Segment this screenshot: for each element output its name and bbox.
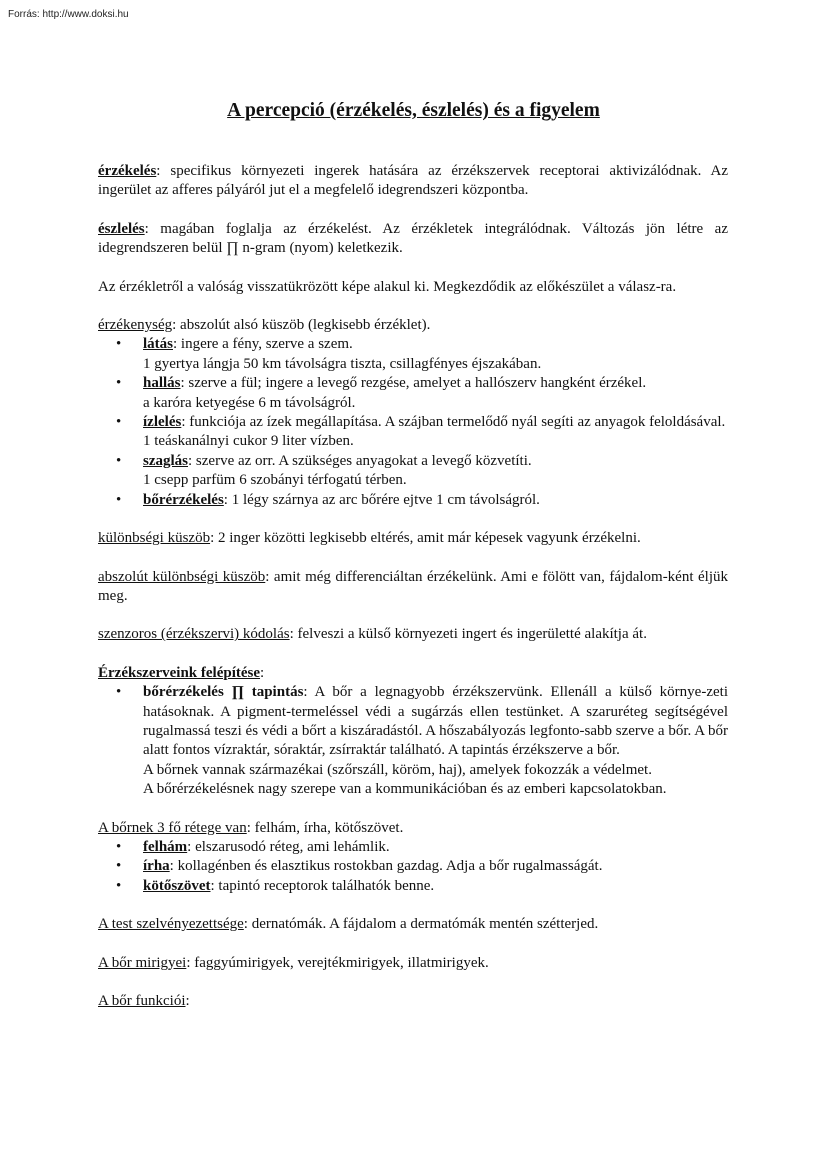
list-item <box>98 491 728 510</box>
text-szelvenyezettseg: : dernatómák. A fájdalom a dermatómák mentén szétterjed. <box>243 916 599 933</box>
term-abszolut: abszolút különbségi küszöb <box>98 568 266 585</box>
section-erzekszervek <box>98 664 728 800</box>
text-szaglas: : szerve az orr. A szükséges anyagokat a levegő közvetíti. <box>188 452 532 469</box>
text-borerzekeles: : 1 légy szárnya az arc bőrére ejtve 1 cm távolságról. <box>223 491 540 508</box>
list-item <box>98 877 728 896</box>
extra-izleles: 1 teáskanálnyi cukor 9 liter vízben. <box>143 433 354 450</box>
bullet-icon: • <box>116 684 122 701</box>
bullet-icon: • <box>116 414 122 431</box>
paragraph-erzekeles <box>98 162 728 201</box>
extra-kommunikacio: A bőrérzékelésnek nagy szerepe van a kommunikációban és az emberi kapcsolatokban. <box>143 781 667 798</box>
term-kulonbsegi: különbségi küszöb <box>98 530 211 547</box>
paragraph-kulonbsegi <box>98 529 728 548</box>
list-item <box>98 683 728 799</box>
text-kulonbsegi: : 2 inger közötti legkisebb eltérés, amit már képesek vagyunk érzékelni. <box>210 530 641 547</box>
term-felham: felhám <box>143 838 188 855</box>
term-kodolas: szenzoros (érzékszervi) kódolás <box>98 626 290 643</box>
extra-latas: 1 gyertya lángja 50 km távolságra tiszta, csillagfényes éjszakában. <box>143 355 542 372</box>
text-kotoszovet: : tapintó receptorok találhatók benne. <box>210 877 435 894</box>
extra-szarmazekai: A bőrnek vannak származékai (szőrszáll, köröm, haj), amelyek fokozzák a védelmet. <box>143 761 652 778</box>
term-funkciok: A bőr funkciói <box>98 993 186 1009</box>
bullet-icon: • <box>116 375 122 392</box>
text-erzekeles: : specifikus környezeti ingerek hatására az érzékszervek receptorai aktivizálódnak. Az ingerület az afferes pályáról jut el a megfelelő idegrendszeri központba. <box>98 163 728 199</box>
paragraph-valosag: Az érzékletről a valóság visszatükrözött képe alakul ki. Megkezdődik az előkészület a válasz-ra. <box>98 278 677 295</box>
list-item <box>98 374 728 413</box>
term-erzekeles: érzékelés <box>98 163 157 179</box>
colon: : <box>260 664 265 681</box>
text-hallas: : szerve a fül; ingere a levegő rezgése, amelyet a hallószerv hangként érzékel. <box>180 375 647 392</box>
bullet-icon: • <box>116 858 122 875</box>
term-irha: írha <box>143 858 170 875</box>
term-borerzekeles: bőrérzékelés <box>143 491 224 508</box>
bullet-icon: • <box>116 491 122 508</box>
text-mirigyek: : faggyúmirigyek, verejtékmirigyek, illatmirigyek. <box>186 954 489 971</box>
extra-szaglas: 1 csepp parfüm 6 szobányi térfogatú térben. <box>143 472 407 489</box>
term-szelvenyezettseg: A test szelvényezettsége <box>98 916 244 933</box>
document-body <box>98 162 728 1030</box>
bullet-icon: • <box>116 336 122 353</box>
term-hallas: hallás <box>143 375 181 392</box>
text-irha: : kollagénben és elasztikus rostokban gazdag. Adja a bőr rugalmasságát. <box>169 858 603 875</box>
term-mirigyek: A bőr mirigyei <box>98 954 187 971</box>
text-retegek: : felhám, írha, kötőszövet. <box>246 819 404 836</box>
text-latas: : ingere a fény, szerve a szem. <box>173 336 353 353</box>
list-organs <box>98 683 728 799</box>
list-item <box>98 838 728 857</box>
term-latas: látás <box>143 336 173 353</box>
text-erzekenyseg: : abszolút alsó küszöb (legkisebb érzéklet). <box>172 317 431 334</box>
term-kotoszovet: kötőszövet <box>143 877 211 894</box>
term-erzekenyseg: érzékenység <box>98 317 173 334</box>
paragraph-mirigyek <box>98 954 728 973</box>
text-tapintas: : A bőr a legnagyobb érzékszervünk. Ellenáll a külső környe-zeti hatásoknak. A pigment-termeléssel védi a sugárzás ellen testünket. A szaruréteg segítségével rugalmassá teszi és védi a bőrt a kiszáradástól. A hőszabályozás legfonto-sabb szerve a bőr. A bőr alatt fontos vízraktár, sóraktár, zsírraktár található. A tapintás érzékszerve a bőr. <box>143 684 728 759</box>
text-abszolut: : amit még differenciáltan érzékelünk. Ami e fölött van, fájdalom-ként éljük meg. <box>98 568 728 604</box>
list-senses <box>98 335 728 510</box>
list-layers <box>98 838 728 896</box>
term-izleles: ízlelés <box>143 414 182 431</box>
bullet-icon: • <box>116 452 122 469</box>
section-retegek <box>98 819 728 897</box>
term-retegek: A bőrnek 3 fő rétege van <box>98 819 247 836</box>
paragraph-abszolut <box>98 568 728 607</box>
list-item <box>98 413 728 452</box>
paragraph-funkciok <box>98 992 728 1011</box>
list-item <box>98 335 728 374</box>
text-eszleles: : magában foglalja az érzékelést. Az érzékletek integrálódnak. Változás jön létre az idegrendszeren belül ∏ n-gram (nyom) keletkezik. <box>98 220 728 257</box>
source-url: Forrás: http://www.doksi.hu <box>8 9 129 20</box>
bullet-icon: • <box>116 877 122 894</box>
text-felham: : elszarusodó réteg, ami lehámlik. <box>187 838 390 855</box>
section-erzekenyseg <box>98 316 728 510</box>
bullet-icon: • <box>116 838 122 855</box>
text-funkciok: : <box>185 993 190 1009</box>
paragraph-eszleles <box>98 220 728 259</box>
list-item <box>98 857 728 876</box>
paragraph-szelvenyezettseg <box>98 915 728 934</box>
text-kodolas: : felveszi a külső környezeti ingert és ingerületté alakítja át. <box>289 626 647 643</box>
list-item <box>98 452 728 491</box>
extra-hallas: a karóra ketyegése 6 m távolságról. <box>143 394 356 411</box>
text-izleles: : funkciója az ízek megállapítása. A szájban termelődő nyál segíti az anyagok feloldásával. <box>181 414 726 431</box>
term-erzekszervek: Érzékszerveink felépítése <box>98 664 261 681</box>
page-title: A percepció (érzékelés, észlelés) és a figyelem <box>227 100 600 121</box>
paragraph-kodolas <box>98 625 728 644</box>
term-tapintas: bőrérzékelés ∏ tapintás <box>143 684 304 701</box>
term-eszleles: észlelés <box>98 220 145 237</box>
term-szaglas: szaglás <box>143 452 188 469</box>
